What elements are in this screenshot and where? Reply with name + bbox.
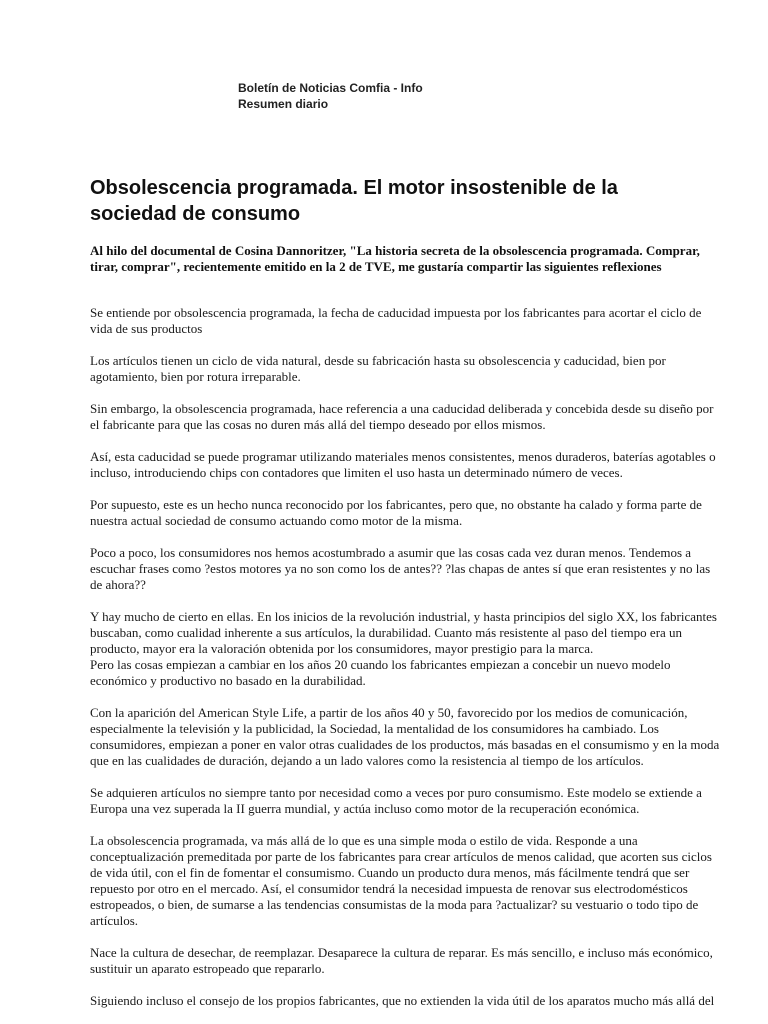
paragraph-3: Sin embargo, la obsolescencia programada, hace referencia a una caducidad deliberada y concebida desde su diseño por el fabricante para que las cosas no duren más allá del tiempo deseado por ellos mismos.	[90, 401, 714, 432]
paragraph-12: Nace la cultura de desechar, de reemplazar. Desaparece la cultura de reparar. Es más sencillo, e incluso más económico, sustituir un aparato estropeado que repararlo.	[90, 945, 713, 976]
article-body	[90, 305, 722, 1024]
bulletin-subtitle: Resumen diario	[238, 97, 329, 111]
paragraph-6: Poco a poco, los consumidores nos hemos acostumbrado a asumir que las cosas cada vez duran menos. Tendemos a escuchar frases como ?estos motores ya no son como los de antes?? ?las chapas de antes sí que eran resistentes y no las de ahora??	[90, 545, 711, 592]
paragraph-7: Y hay mucho de cierto en ellas. En los inicios de la revolución industrial, y hasta principios del siglo XX, los fabricantes buscaban, como cualidad inherente a sus artículos, la durabilidad. Cuanto más resistente al paso del tiempo era un producto, mayor era la valoración obtenida por los consumidores, mayor prestigio para la marca.	[90, 609, 717, 656]
paragraph-10: Se adquieren artículos no siempre tanto por necesidad como a veces por puro consumismo. Este modelo se extiende a Europa una vez superada la II guerra mundial, y actúa incluso como motor de la recuperación económica.	[90, 785, 702, 816]
paragraph-8: Pero las cosas empiezan a cambiar en los años 20 cuando los fabricantes empiezan a concebir un nuevo modelo económico y productivo no basado en la durabilidad.	[90, 657, 671, 688]
paragraph-4: Así, esta caducidad se puede programar utilizando materiales menos consistentes, menos duraderos, baterías agotables o incluso, introduciendo chips con contadores que limiten el uso hasta un determinado número de veces.	[90, 449, 716, 480]
article-lead: Al hilo del documental de Cosina Dannoritzer, "La historia secreta de la obsolescencia programada. Comprar, tirar, comprar", recientemente emitido en la 2 de TVE, me gustaría compartir las siguientes reflexiones	[90, 243, 700, 274]
paragraph-5: Por supuesto, este es un hecho nunca reconocido por los fabricantes, pero que, no obstante ha calado y forma parte de nuestra actual sociedad de consumo actuando como motor de la misma.	[90, 497, 702, 528]
bulletin-header	[238, 80, 423, 112]
paragraph-1: Se entiende por obsolescencia programada, la fecha de caducidad impuesta por los fabricantes para acortar el ciclo de vida de sus productos	[90, 305, 702, 336]
paragraph-9: Con la aparición del American Style Life, a partir de los años 40 y 50, favorecido por los medios de comunicación, especialmente la televisión y la publicidad, la Sociedad, la mentalidad de los consumidores ha cambiado. Los consumidores, empiezan a poner en valor otras cualidades de los productos, más basadas en el consumismo y en la moda que en las cualidades de duración, dejando a un lado valores como la resistencia al tiempo de los artículos.	[90, 705, 720, 768]
bulletin-name: Boletín de Noticias Comfia - Info	[238, 81, 423, 95]
paragraph-13: Siguiendo incluso el consejo de los propios fabricantes, que no extienden la vida útil de los aparatos mucho más allá del	[90, 993, 715, 1008]
paragraph-2: Los artículos tienen un ciclo de vida natural, desde su fabricación hasta su obsolescencia y caducidad, bien por agotamiento, bien por rotura irreparable.	[90, 353, 666, 384]
article-title: Obsolescencia programada. El motor insostenible de la sociedad de consumo	[90, 177, 618, 225]
paragraph-11: La obsolescencia programada, va más allá de lo que es una simple moda o estilo de vida. Responde a una conceptualización premeditada por parte de los fabricantes para crear artículos de menos calidad, que acorten sus ciclos de vida útil, con el fin de fomentar el consumismo. Cuando un producto dura menos, más fácilmente tendrá que ser repuesto por otro en el mercado. Así, el consumidor tendrá la necesidad impuesta de renovar sus electrodomésticos estropeados, o bien, de sumarse a las tendencias consumistas de la moda para ?actualizar? su vestuario o todo tipo de artículos.	[90, 833, 712, 928]
